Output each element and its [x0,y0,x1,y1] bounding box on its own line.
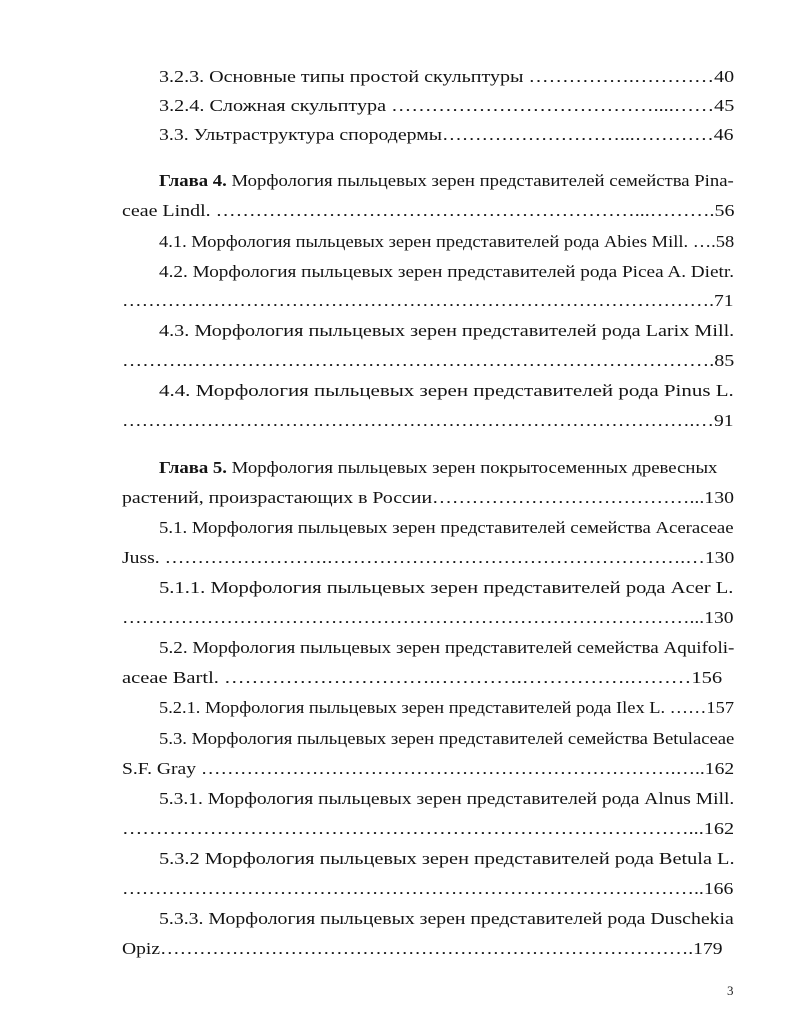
toc-entry-5-2-line-2: aceae Bartl. ………………………….………….…………….………156 [122,668,723,687]
toc-chapter-5-line-1 [159,458,717,478]
toc-chapter-4-line-2: ceae Lindl. ………………………………………………………...……….56 [122,201,735,220]
toc-entry-5-2-line-1: 5.2. Морфология пыльцевых зерен представителей семейства Aquifoli- [159,638,735,657]
toc-entry-5-1-1-line-1: 5.1.1. Морфология пыльцевых зерен представителей рода Acer L. [159,578,734,597]
toc-entry-4-4-line-1: 4.4. Морфология пыльцевых зерен представителей рода Pinus L. [159,381,734,400]
toc-entry-5-3-3-line-1: 5.3.3. Морфология пыльцевых зерен представителей рода Duschekia [159,909,734,928]
toc-entry-5-3-line-2: S.F. Gray ……………………………………………………………….…..162 [122,759,735,778]
chapter-5-label: Глава 5. [159,458,227,477]
toc-entry-5-3-1-line-1: 5.3.1. Морфология пыльцевых зерен представителей рода Alnus Mill. [159,789,735,808]
toc-entry-5-3-3-line-2: Opiz……………………………………………………………………….179 [122,939,723,958]
toc-entry-3-3: 3.3. Ультраструктура спородермы………………………...…………46 [159,125,734,144]
toc-entry-3-2-3: 3.2.3. Основные типы простой скульптуры …………….…………40 [159,67,735,86]
toc-entry-5-3-line-1: 5.3. Морфология пыльцевых зерен представителей семейства Betulaceae [159,729,735,748]
toc-entry-4-2-line-2: ……………………………………………………………………………….71 [122,291,734,310]
chapter-4-title: Морфология пыльцевых зерен представителей семейства Pina- [226,171,734,190]
page-number: 3 [727,983,734,998]
toc-chapter-4-line-1 [159,171,734,191]
toc-entry-4-1: 4.1. Морфология пыльцевых зерен представителей рода Abies Mill. ….58 [159,232,735,251]
toc-entry-5-1-line-1: 5.1. Морфология пыльцевых зерен представителей семейства Aceraceae [159,518,734,537]
toc-entry-5-2-1: 5.2.1. Морфология пыльцевых зерен представителей рода Ilex L. ……157 [159,698,735,717]
chapter-4-label: Глава 4. [159,171,227,190]
toc-entry-3-2-4: 3.2.4. Сложная скульптура …………………………………....……45 [159,96,735,115]
toc-entry-5-3-1-line-2: …………………………………………………………………………...162 [122,819,735,838]
toc-entry-4-3-line-1: 4.3. Морфология пыльцевых зерен представителей рода Larix Mill. [159,321,735,340]
toc-chapter-5-line-2: растений, произрастающих в России…………………………………...130 [122,488,734,507]
toc-entry-4-2-line-1: 4.2. Морфология пыльцевых зерен представителей рода Picea A. Dietr. [159,262,735,281]
toc-entry-5-1-1-line-2: ……………………………………………………………………………...130 [122,608,734,627]
chapter-5-title: Морфология пыльцевых зерен покрытосеменных древесных [226,458,718,477]
toc-entry-5-1-line-2: Juss. …………………….……………………………………………….…130 [122,548,735,567]
toc-entry-5-3-2-line-2: ……………………………………………………………………………..166 [122,879,734,898]
toc-entry-4-3-line-2: ……….…………………………………………………………………….85 [122,351,735,370]
toc-entry-4-4-line-2: …………………………………………………………………………….…91 [122,411,734,430]
toc-entry-5-3-2-line-1: 5.3.2 Морфология пыльцевых зерен представителей рода Betula L. [159,849,735,868]
